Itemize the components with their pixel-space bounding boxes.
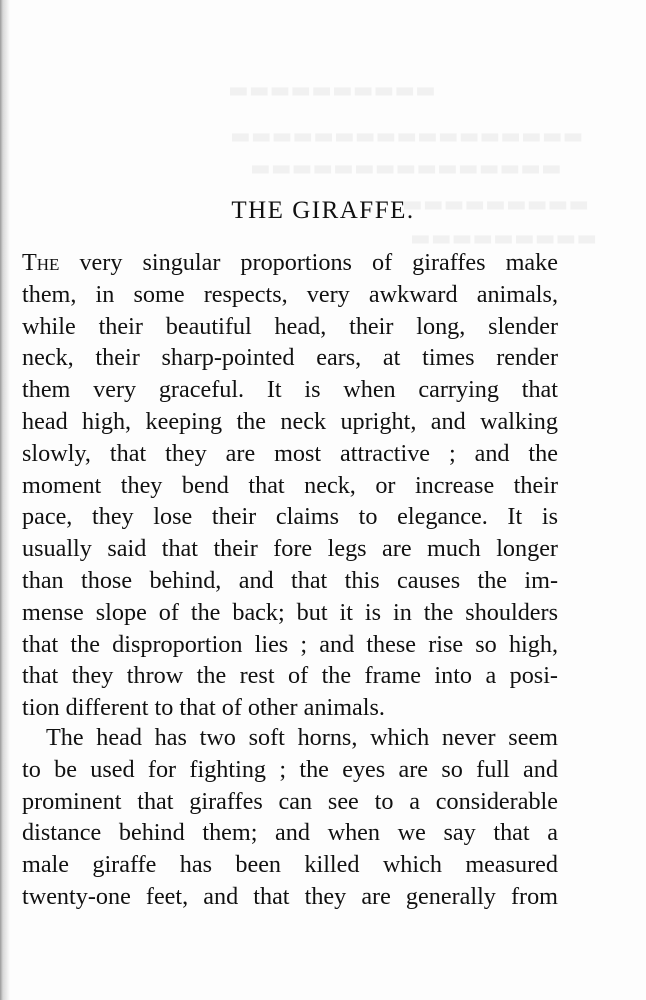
paragraph-1 <box>22 247 558 724</box>
text-line: head high, keeping the neck upright, and walking <box>22 407 558 435</box>
text-line: moment they bend that neck, or increase their <box>22 471 558 499</box>
text-line: mense slope of the back; but it is in the shoulders <box>22 598 558 626</box>
text-line: usually said that their fore legs are much longer <box>22 535 558 563</box>
chapter-title: THE GIRAFFE. <box>231 197 415 224</box>
show-through-bleed <box>230 124 583 149</box>
text-line: prominent that giraffes can see to a considerable <box>22 787 558 815</box>
show-through-bleed <box>250 156 562 181</box>
paragraph-2 <box>22 722 558 913</box>
text-line-content: very singular proportions of giraffes make <box>59 249 558 276</box>
text-line: that they throw the rest of the frame into a posi- <box>22 662 558 690</box>
text-line: tion different to that of other animals. <box>22 694 385 722</box>
show-through-bleed <box>228 78 436 103</box>
text-line: male giraffe has been killed which measured <box>22 851 558 879</box>
text-line: pace, they lose their claims to elegance. It is <box>22 503 558 531</box>
text-line: to be used for fighting ; the eyes are so full and <box>22 755 558 783</box>
drop-lead-word: The <box>22 249 60 276</box>
text-line: slowly, that they are most attractive ; and the <box>22 439 558 467</box>
text-line: neck, their sharp-pointed ears, at times render <box>22 344 558 372</box>
text-line: twenty-one feet, and that they are generally from <box>22 882 558 910</box>
text-line: them very graceful. It is when carrying that <box>22 376 558 404</box>
text-line: them, in some respects, very awkward animals, <box>22 280 558 308</box>
text-line <box>22 247 558 279</box>
text-line: than those behind, and that this causes the im- <box>22 566 558 594</box>
text-line: that the disproportion lies ; and these rise so high, <box>22 630 558 658</box>
text-line: while their beautiful head, their long, slender <box>22 312 558 340</box>
text-line: distance behind them; and when we say that a <box>22 819 558 847</box>
page-binding-shadow <box>0 0 10 1000</box>
text-line: The head has two soft horns, which never seem <box>46 724 558 751</box>
